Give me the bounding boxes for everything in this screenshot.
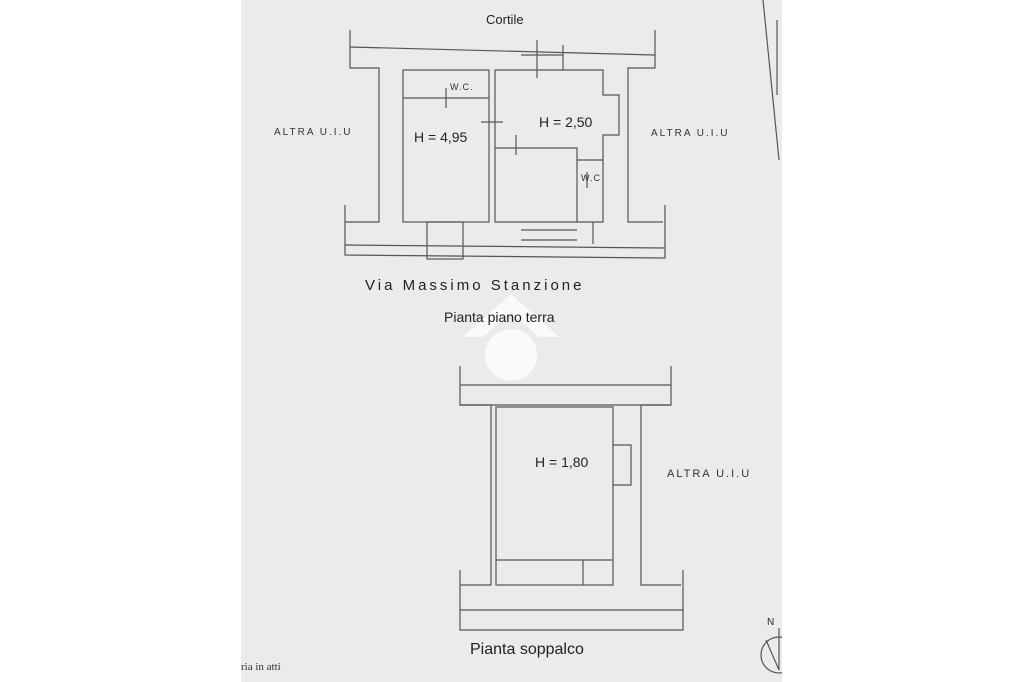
room-right-height: H = 2,50 <box>539 114 593 130</box>
floor-plan-sheet <box>241 0 782 682</box>
ground-floor-title: Pianta piano terra <box>444 309 555 325</box>
north-label: N <box>767 617 775 628</box>
watermark-logo <box>461 292 561 387</box>
room-left-height: H = 4,95 <box>414 129 468 145</box>
street-wall <box>345 205 665 258</box>
wc-bottom-label: W.C <box>581 173 601 183</box>
mezz-left-wall <box>460 405 491 585</box>
room-lower-right <box>495 148 577 222</box>
mezz-right-wall <box>641 405 681 585</box>
mezz-bottom-wall <box>460 570 683 630</box>
right-unit-label: ALTRA U.I.U <box>651 128 730 139</box>
mezzanine-right-unit-label: ALTRA U.I.U <box>667 468 752 480</box>
footer-note: ria in atti <box>241 661 281 673</box>
mezzanine-title: Pianta soppalco <box>470 641 584 658</box>
mezz-room <box>496 407 613 585</box>
mezzanine-room-height: H = 1,80 <box>535 454 589 470</box>
courtyard-label: Cortile <box>486 12 524 27</box>
entrance-step <box>427 222 463 259</box>
left-unit-label: ALTRA U.I.U <box>274 127 353 138</box>
room-right <box>495 70 619 222</box>
wc-top-label: W.C. <box>450 82 474 92</box>
street-label: Via Massimo Stanzione <box>365 277 585 294</box>
courtyard-wall-outer <box>350 30 655 55</box>
